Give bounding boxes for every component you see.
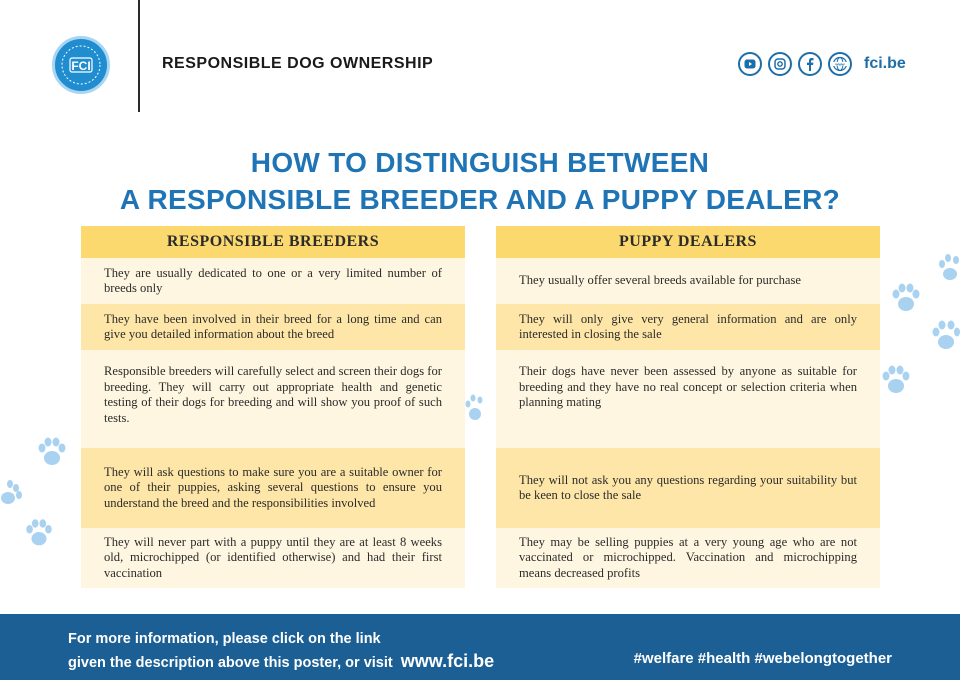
logo-text: FCI: [71, 59, 91, 73]
breeders-column: [81, 226, 465, 588]
svg-text:www: www: [835, 61, 845, 67]
footer-url-link[interactable]: www.fci.be: [400, 651, 495, 671]
dealers-header: PUPPY DEALERS: [496, 226, 880, 258]
paw-print-icon: [22, 516, 56, 550]
footer-line2-text: given the description above this poster, or visit: [68, 655, 393, 671]
paw-print-icon: [936, 254, 960, 284]
paw-print-icon: [888, 280, 924, 316]
main-title-line2: A RESPONSIBLE BREEDER AND A PUPPY DEALER?: [119, 184, 841, 215]
www-icon[interactable]: [828, 52, 852, 76]
social-links: [738, 52, 906, 76]
dealer-cell: They may be selling puppies at a very young age who are not vaccinated or microchipped. Vaccination and microchipping means decreased profits: [496, 528, 880, 588]
youtube-icon[interactable]: [738, 52, 762, 76]
footer-line2: [68, 650, 494, 674]
dealer-cell: They will only give very general information and are only interested in closing the sale: [496, 304, 880, 350]
dealer-cell: Their dogs have never been assessed by anyone as suitable for breeding and they have no real concept or selection criteria when planning mating: [496, 350, 880, 448]
dealer-cell: They will not ask you any questions regarding your suitability but be keen to close the sale: [496, 448, 880, 528]
dealers-column: [496, 226, 880, 588]
footer-info: [68, 628, 494, 674]
breeders-header: RESPONSIBLE BREEDERS: [81, 226, 465, 258]
breeder-cell: They have been involved in their breed for a long time and can give you detailed information about the breed: [81, 304, 465, 350]
facebook-icon[interactable]: [798, 52, 822, 76]
paw-print-icon: [0, 478, 24, 510]
dealer-cell: They usually offer several breeds available for purchase: [496, 258, 880, 304]
main-title-line1: HOW TO DISTINGUISH BETWEEN: [250, 147, 710, 178]
breeder-cell: They will never part with a puppy until they are at least 8 weeks old, microchipped (or identified otherwise) and had their first vaccination: [81, 528, 465, 588]
paw-print-icon: [34, 434, 70, 470]
paw-print-icon: [930, 318, 960, 354]
paw-print-icon: [878, 362, 914, 398]
main-title: [0, 144, 960, 218]
header-divider: [138, 0, 140, 112]
website-link[interactable]: fci.be: [864, 55, 906, 72]
header: [0, 0, 960, 112]
breeder-cell: Responsible breeders will carefully select and screen their dogs for breeding. They will carry out appropriate health and genetic testing of their dogs for breeding and will show you proof of such tests.: [81, 350, 465, 448]
header-title: RESPONSIBLE DOG OWNERSHIP: [162, 55, 434, 72]
hashtags: #welfare #health #webelongtogether: [633, 650, 892, 667]
breeder-cell: They will ask questions to make sure you are a suitable owner for one of their puppies, asking several questions to ensure you understand the breed and the responsibilities involved: [81, 448, 465, 528]
fci-logo: [52, 36, 110, 94]
footer-line1: For more information, please click on the link: [68, 631, 381, 647]
breeder-cell: They are usually dedicated to one or a very limited number of breeds only: [81, 258, 465, 304]
paw-print-icon: [464, 392, 486, 426]
footer: [0, 614, 960, 680]
instagram-icon[interactable]: [768, 52, 792, 76]
